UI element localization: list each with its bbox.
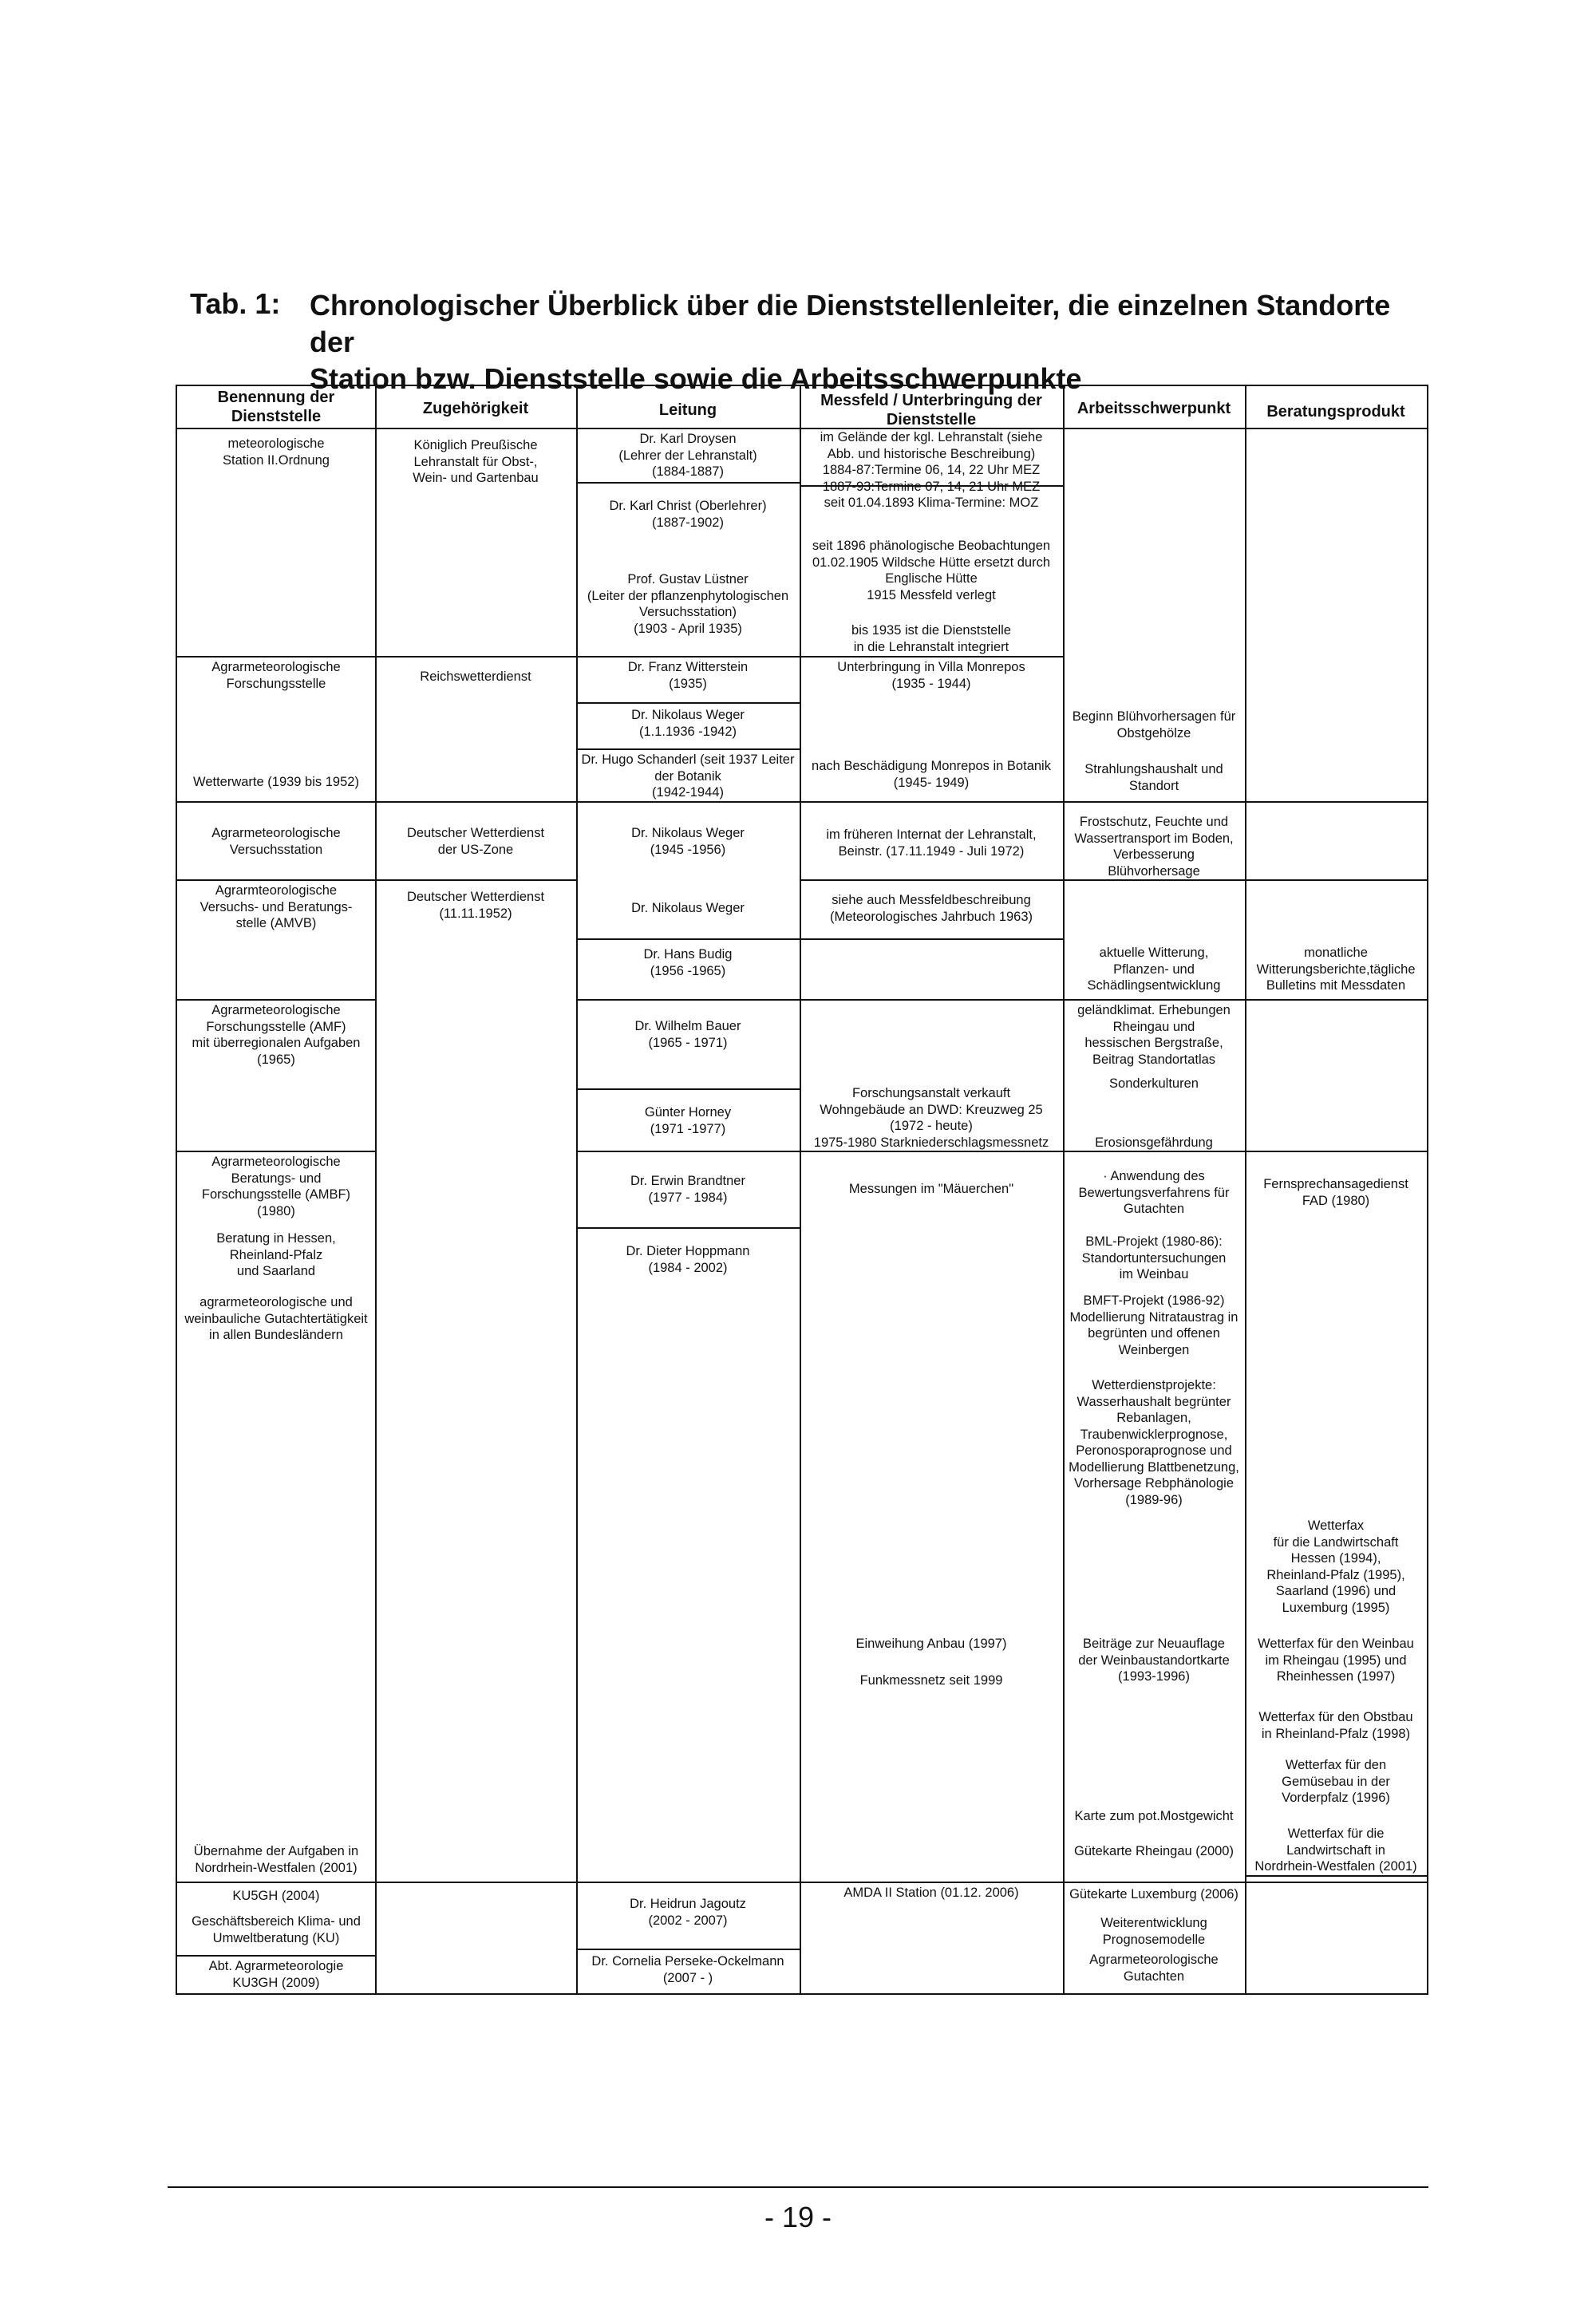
caption-line-2: Station bzw. Dienststelle sowie die Arbeitsschwerpunkte <box>310 362 1082 395</box>
row-rule <box>177 999 375 1001</box>
header-leitung: Leitung <box>658 401 717 419</box>
table-label: Tab. 1: <box>190 287 281 320</box>
cell-messfeld: Messungen im "Mäuerchen" <box>848 1182 1014 1196</box>
row-rule <box>177 801 1427 803</box>
cell-beratungsprodukt: Wetterfax für den Obstbau in Rheinland-Pfalz (1998) <box>1258 1710 1413 1741</box>
row-rule <box>800 938 1063 940</box>
cell-zugehoerigkeit: Königlich Preußische Lehranstalt für Obst-, Wein- und Gartenbau <box>413 438 539 485</box>
cell-arbeitsschwerpunkt: aktuelle Witterung, Pflanzen- und Schädlingsentwicklung <box>1087 946 1221 993</box>
row-rule <box>1245 1875 1427 1877</box>
cell-zugehoerigkeit: Deutscher Wetterdienst (11.11.1952) <box>406 890 545 921</box>
row-rule <box>576 1949 800 1950</box>
cell-arbeitsschwerpunkt: Wetterdienstprojekte: Wasserhaushalt begrünter Rebanlagen, Traubenwicklerprognose, Peronosporaprognose und Modellierung Blattbenetzung, Vorhersage Rebphänologie (1989-96) <box>1069 1378 1239 1507</box>
row-rule <box>576 999 1427 1001</box>
cell-leitung: Dr. Karl Christ (Oberlehrer) (1887-1902) <box>609 499 767 530</box>
cell-arbeitsschwerpunkt: · Anwendung des Bewertungsverfahrens für Gutachten <box>1078 1169 1230 1216</box>
cell-messfeld: im Gelände der kgl. Lehranstalt (siehe Abb. und historische Beschreibung) 1884-87:Termine 06, 14, 22 Uhr MEZ 1887-93:Termine 07, 14, 21 Uhr MEZ seit 01.04.1893 Klima-Termine: MOZ <box>820 430 1043 510</box>
cell-leitung: Dr. Nikolaus Weger (1.1.1936 -1942) <box>631 708 745 739</box>
cell-benennung: Agrarmteorologische Versuchs- und Beratungs- stelle (AMVB) <box>200 883 353 930</box>
cell-arbeitsschwerpunkt: Erosionsgefährdung <box>1095 1135 1213 1150</box>
cell-beratungsprodukt: Fernsprechansagedienst FAD (1980) <box>1263 1177 1408 1208</box>
cell-benennung: Beratung in Hessen, Rheinland-Pfalz und Saarland <box>216 1231 336 1278</box>
cell-benennung: Agrarmeteorologische Versuchsstation <box>211 826 341 857</box>
row-rule <box>576 1088 800 1090</box>
footer-rule <box>168 2186 1428 2188</box>
row-rule <box>375 656 576 658</box>
cell-beratungsprodukt: Wetterfax für den Gemüsebau in der Vorderpfalz (1996) <box>1282 1758 1390 1805</box>
page-number: - 19 - <box>764 2201 832 2233</box>
cell-leitung: Dr. Erwin Brandtner (1977 - 1984) <box>630 1174 745 1205</box>
cell-zugehoerigkeit: Deutscher Wetterdienst der US-Zone <box>406 826 545 857</box>
table-caption <box>310 287 1427 397</box>
row-rule <box>576 702 800 704</box>
header-arbeitsschwerpunkt: Arbeitsschwerpunkt <box>1077 400 1231 417</box>
caption-line-1: Chronologischer Überblick über die Dienststellenleiter, die einzelnen Standorte der <box>310 289 1391 358</box>
cell-arbeitsschwerpunkt: BMFT-Projekt (1986-92) Modellierung Nitrataustrag in begrünten und offenen Weinbergen <box>1069 1293 1238 1357</box>
cell-leitung: Dr. Franz Witterstein (1935) <box>627 660 749 691</box>
cell-benennung: KU5GH (2004) <box>232 1889 320 1903</box>
row-rule <box>177 656 375 658</box>
row-rule <box>800 656 1063 658</box>
row-rule <box>576 748 800 750</box>
cell-leitung: Dr. Wilhelm Bauer (1965 - 1971) <box>634 1019 741 1050</box>
cell-beratungsprodukt: Wetterfax für die Landwirtschaft in Nordrhein-Westfalen (2001) <box>1254 1826 1417 1874</box>
cell-leitung: Günter Horney (1971 -1977) <box>644 1105 732 1136</box>
cell-messfeld: Funkmessnetz seit 1999 <box>859 1673 1003 1688</box>
chronology-table <box>176 385 1428 1995</box>
cell-benennung: Agrarmeteorologische Forschungsstelle <box>211 660 341 691</box>
cell-benennung: Übernahme der Aufgaben in Nordrhein-Westfalen (2001) <box>193 1844 359 1875</box>
cell-arbeitsschwerpunkt: Beiträge zur Neuauflage der Weinbaustandortkarte (1993-1996) <box>1078 1637 1230 1684</box>
cell-arbeitsschwerpunkt: Gütekarte Rheingau (2000) <box>1074 1844 1234 1858</box>
cell-leitung: Dr. Heidrun Jagoutz (2002 - 2007) <box>630 1897 746 1928</box>
cell-leitung: Dr. Hugo Schanderl (seit 1937 Leiter der Botanik (1942-1944) <box>581 752 795 800</box>
col-divider <box>375 386 377 1993</box>
row-rule <box>177 1151 375 1152</box>
cell-leitung: Prof. Gustav Lüstner (Leiter der pflanzenphytologischen Versuchsstation) (1903 - April 1935) <box>587 572 789 636</box>
row-rule <box>576 656 800 658</box>
row-rule <box>576 938 800 940</box>
cell-leitung: Dr. Hans Budig (1956 -1965) <box>643 947 733 978</box>
cell-arbeitsschwerpunkt: Agrarmeteorologische Gutachten <box>1089 1953 1219 1984</box>
cell-arbeitsschwerpunkt: Karte zum pot.Mostgewicht <box>1074 1809 1234 1823</box>
cell-benennung: agrarmeteorologische und weinbauliche Gutachtertätigkeit in allen Bundesländern <box>184 1295 368 1342</box>
header-messfeld: Messfeld / Unterbringung der Dienststelle <box>820 392 1042 428</box>
row-rule <box>177 1882 1427 1883</box>
cell-messfeld: nach Beschädigung Monrepos in Botanik (1945- 1949) <box>812 759 1051 790</box>
cell-arbeitsschwerpunkt: Beginn Blühvorhersagen für Obstgehölze <box>1072 709 1236 740</box>
cell-benennung: Agrarmeteorologische Beratungs- und Forschungsstelle (AMBF) (1980) <box>201 1155 351 1218</box>
cell-arbeitsschwerpunkt: Gütekarte Luxemburg (2006) <box>1069 1887 1238 1901</box>
cell-messfeld: AMDA II Station (01.12. 2006) <box>843 1886 1019 1900</box>
cell-messfeld: Unterbringung in Villa Monrepos (1935 - 1944) <box>837 660 1025 691</box>
cell-messfeld: bis 1935 ist die Dienststelle in die Lehranstalt integriert <box>851 623 1011 654</box>
row-rule <box>177 879 576 881</box>
cell-zugehoerigkeit: Reichswetterdienst <box>420 669 531 684</box>
row-rule <box>177 1955 375 1957</box>
row-rule <box>576 482 800 484</box>
cell-beratungsprodukt: Wetterfax für die Landwirtschaft Hessen (1994), Rheinland-Pfalz (1995), Saarland (1996) und Luxemburg (1995) <box>1266 1518 1405 1615</box>
row-rule <box>576 1151 1427 1152</box>
cell-benennung: Wetterwarte (1939 bis 1952) <box>193 775 359 789</box>
cell-messfeld: seit 1896 phänologische Beobachtungen 01.02.1905 Wildsche Hütte ersetzt durch Englische Hütte 1915 Messfeld verlegt <box>812 539 1051 602</box>
cell-arbeitsschwerpunkt: Weiterentwicklung Prognosemodelle <box>1100 1916 1207 1947</box>
cell-benennung: Geschäftsbereich Klima- und Umweltberatung (KU) <box>192 1914 361 1945</box>
cell-beratungsprodukt: monatliche Witterungsberichte,tägliche Bulletins mit Messdaten <box>1256 946 1416 993</box>
cell-benennung: Abt. Agrarmeteorologie KU3GH (2009) <box>208 1959 344 1990</box>
cell-leitung: Dr. Nikolaus Weger (1945 -1956) <box>631 826 745 857</box>
cell-benennung: Agrarmeteorologische Forschungsstelle (AMF) mit überregionalen Aufgaben (1965) <box>192 1003 361 1067</box>
cell-arbeitsschwerpunkt: geländklimat. Erhebungen Rheingau und hessischen Bergstraße, Beitrag Standortatlas <box>1077 1003 1231 1067</box>
cell-benennung: meteorologische Station II.Ordnung <box>223 436 330 468</box>
cell-messfeld: im früheren Internat der Lehranstalt, Beinstr. (17.11.1949 - Juli 1972) <box>826 827 1037 859</box>
cell-leitung: Dr. Karl Droysen (Lehrer der Lehranstalt) (1884-1887) <box>618 432 757 479</box>
cell-messfeld: siehe auch Messfeldbeschreibung (Meteorologisches Jahrbuch 1963) <box>829 893 1033 924</box>
cell-arbeitsschwerpunkt: BML-Projekt (1980-86): Standortuntersuchungen im Weinbau <box>1081 1234 1227 1281</box>
header-benennung: Benennung der Dienststelle <box>217 389 335 425</box>
cell-beratungsprodukt: Wetterfax für den Weinbau im Rheingau (1995) und Rheinhessen (1997) <box>1258 1637 1414 1684</box>
cell-leitung: Dr. Cornelia Perseke-Ockelmann (2007 - ) <box>591 1954 784 1985</box>
cell-arbeitsschwerpunkt: Strahlungshaushalt und Standort <box>1084 762 1223 793</box>
header-beratungsprodukt: Beratungsprodukt <box>1266 403 1405 421</box>
row-rule <box>576 1227 800 1229</box>
cell-messfeld: Forschungsanstalt verkauft Wohngebäude an DWD: Kreuzweg 25 (1972 - heute) 1975-1980 Starkniederschlagsmessnetz <box>813 1086 1049 1150</box>
cell-arbeitsschwerpunkt: Sonderkulturen <box>1109 1076 1199 1091</box>
cell-leitung: Dr. Nikolaus Weger <box>631 901 745 915</box>
cell-arbeitsschwerpunkt: Frostschutz, Feuchte und Wassertransport im Boden, Verbesserung Blühvorhersage <box>1074 815 1234 879</box>
header-zugehoerigkeit: Zugehörigkeit <box>422 400 529 417</box>
cell-leitung: Dr. Dieter Hoppmann (1984 - 2002) <box>626 1244 750 1275</box>
row-rule <box>800 879 1427 881</box>
cell-messfeld: Einweihung Anbau (1997) <box>855 1637 1007 1651</box>
